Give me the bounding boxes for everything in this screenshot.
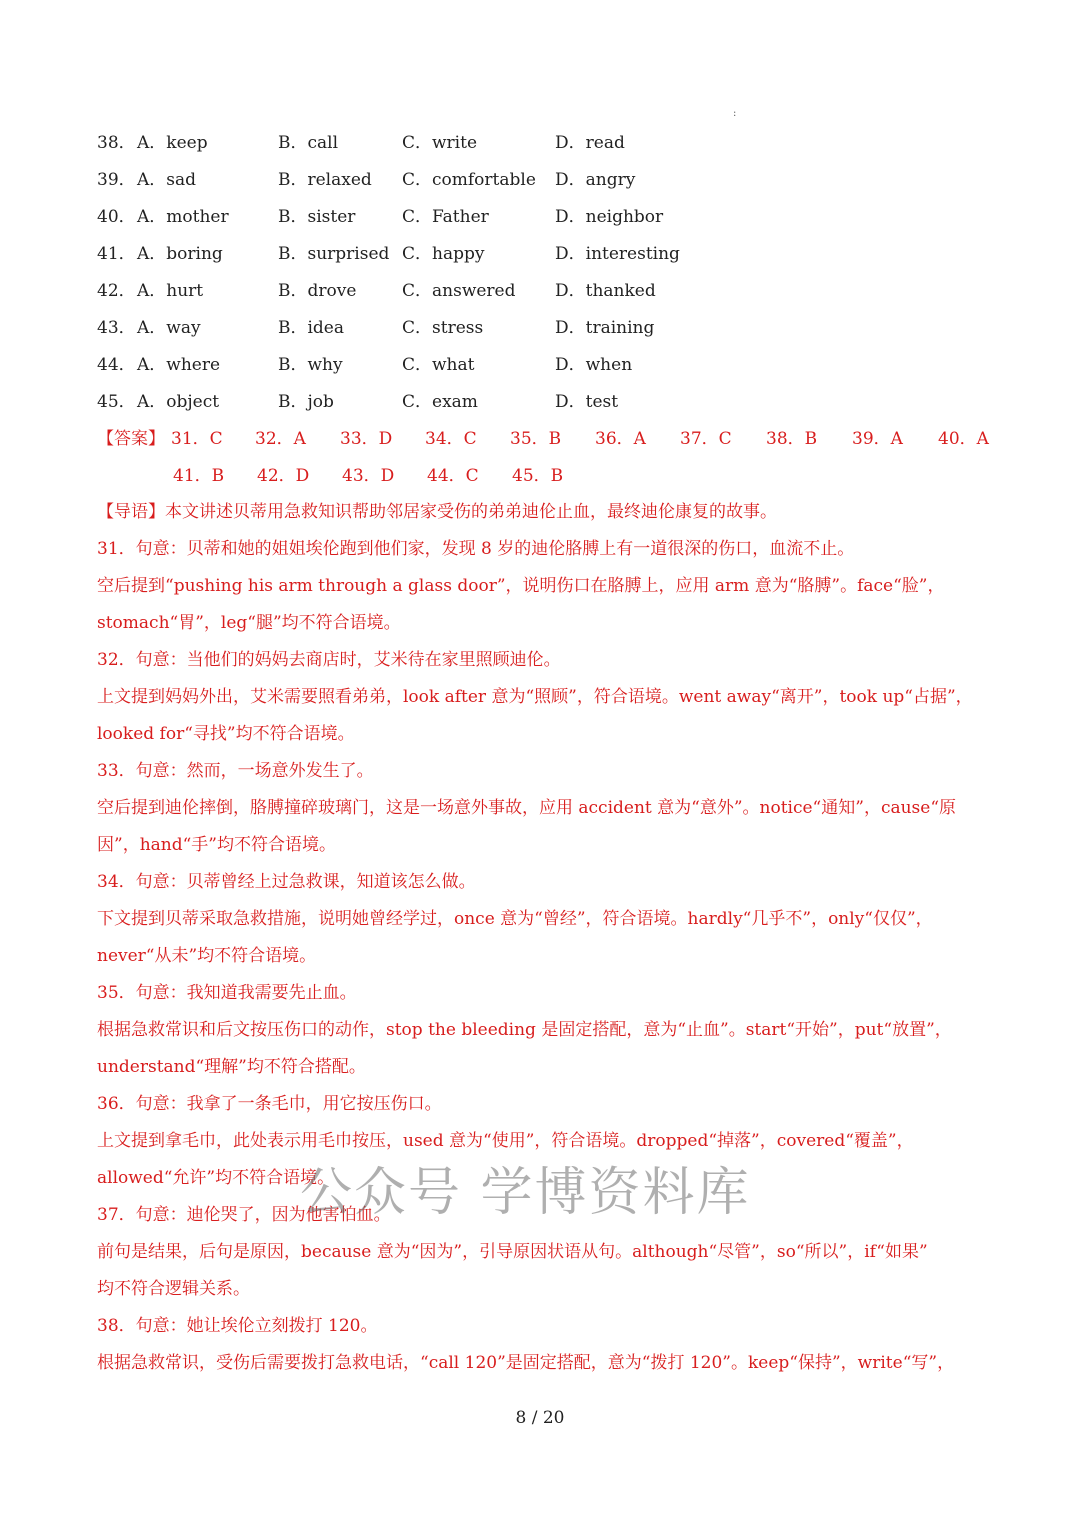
answer-key-row-2 — [97, 461, 987, 491]
option-a: A．way — [137, 318, 201, 338]
explanation-line: 因”，hand“手”均不符合语境。 — [97, 835, 336, 855]
question-number: 43． — [97, 318, 136, 338]
option-b: B．surprised — [278, 244, 390, 264]
option-c: C．exam — [402, 392, 478, 412]
option-d: D．test — [555, 392, 619, 412]
explanation-line: 上文提到妈妈外出，艾米需要照看弟弟，look after 意为“照顾”，符合语境。went away“离开”，took up“占据”， — [97, 687, 973, 707]
option-d: D．thanked — [555, 281, 656, 301]
answer-item: 39．A — [852, 429, 903, 449]
option-c: C．Father — [402, 207, 489, 227]
explanation-line: 根据急救常识，受伤后需要拨打急救电话，“call 120”是固定搭配，意为“拨打 120”。keep“保持”，write“写”， — [97, 1353, 955, 1373]
option-d: D．angry — [555, 170, 636, 190]
option-b: B．job — [278, 392, 334, 412]
question-number: 42． — [97, 281, 136, 301]
answer-item: 32．A — [255, 429, 306, 449]
answer-item: 40．A — [938, 429, 989, 449]
explanation-line: 前句是结果，后句是原因，because 意为“因为”，引导原因状语从句。although“尽管”，so“所以”，if“如果” — [97, 1242, 928, 1262]
answer-key-row-1 — [97, 424, 987, 454]
explanation-line: 空后提到迪伦摔倒，胳膊撞碎玻璃门，这是一场意外事故，应用 accident 意为“意外”。notice“通知”，cause“原 — [97, 798, 957, 818]
answer-item: 42．D — [257, 466, 310, 486]
explanation-line: 38．句意：她让埃伦立刻拨打 120。 — [97, 1316, 378, 1336]
explanation-line: never“从未”均不符合语境。 — [97, 946, 317, 966]
option-a: A．keep — [137, 133, 208, 153]
option-b: B．idea — [278, 318, 345, 338]
question-number: 40． — [97, 207, 136, 227]
explanation-line: stomach“胃”，leg“腿”均不符合语境。 — [97, 613, 401, 633]
option-c: C．stress — [402, 318, 484, 338]
explanation-line: 根据急救常识和后文按压伤口的动作，stop the bleeding 是固定搭配，意为“止血”。start“开始”，put“放置”， — [97, 1020, 952, 1040]
option-d: D．when — [555, 355, 633, 375]
explanation-line: 37．句意：迪伦哭了，因为他害怕血。 — [97, 1205, 391, 1225]
option-c: C．comfortable — [402, 170, 536, 190]
question-number: 38． — [97, 133, 136, 153]
answer-item: 34．C — [425, 429, 477, 449]
explanation-line: understand“理解”均不符合搭配。 — [97, 1057, 366, 1077]
explanation-line: 31．句意：贝蒂和她的姐姐埃伦跑到他们家，发现 8 岁的迪伦胳膊上有一道很深的伤口，血流不止。 — [97, 539, 855, 559]
option-b: B．why — [278, 355, 343, 375]
explanation-line: allowed“允许”均不符合语境。 — [97, 1168, 335, 1188]
explanation-line: 均不符合逻辑关系。 — [97, 1279, 250, 1299]
option-d: D．training — [555, 318, 655, 338]
question-number: 44． — [97, 355, 136, 375]
option-b: B．sister — [278, 207, 356, 227]
option-a: A．sad — [137, 170, 197, 190]
option-c: C．what — [402, 355, 475, 375]
answer-item: 33．D — [340, 429, 393, 449]
explanation-line: 下文提到贝蒂采取急救措施，说明她曾经学过，once 意为“曾经”，符合语境。hardly“几乎不”，only“仅仅”， — [97, 909, 933, 929]
option-b: B．call — [278, 133, 339, 153]
explanation-line: 【导语】本文讲述贝蒂用急救知识帮助邻居家受伤的弟弟迪伦止血，最终迪伦康复的故事。 — [97, 502, 777, 522]
option-a: A．where — [137, 355, 221, 375]
question-number: 45． — [97, 392, 136, 412]
option-a: A．mother — [137, 207, 229, 227]
answer-item: 37．C — [680, 429, 732, 449]
corner-mark: : — [733, 108, 737, 119]
explanation-line: 空后提到“pushing his arm through a glass door”，说明伤口在胳膊上，应用 arm 意为“胳膊”。face“脸”， — [97, 576, 945, 596]
option-a: A．boring — [137, 244, 223, 264]
explanation-line: 36．句意：我拿了一条毛巾，用它按压伤口。 — [97, 1094, 442, 1114]
explanation-line: looked for“寻找”均不符合语境。 — [97, 724, 355, 744]
explanation-line: 34．句意：贝蒂曾经上过急救课，知道该怎么做。 — [97, 872, 476, 892]
option-d: D．neighbor — [555, 207, 664, 227]
answer-label: 【答案】 — [97, 429, 165, 449]
option-c: C．write — [402, 133, 478, 153]
answer-item: 35．B — [510, 429, 562, 449]
explanation-line: 33．句意：然而，一场意外发生了。 — [97, 761, 374, 781]
option-b: B．relaxed — [278, 170, 372, 190]
option-d: D．read — [555, 133, 625, 153]
explanation-block — [97, 494, 987, 1382]
option-b: B．drove — [278, 281, 357, 301]
explanation-line: 上文提到拿毛巾，此处表示用毛巾按压，used 意为“使用”，符合语境。dropped“掉落”，covered“覆盖”， — [97, 1131, 914, 1151]
question-number: 39． — [97, 170, 136, 190]
option-c: C．answered — [402, 281, 516, 301]
explanation-line: 35．句意：我知道我需要先止血。 — [97, 983, 357, 1003]
option-a: A．hurt — [137, 281, 204, 301]
answer-item: 44．C — [427, 466, 479, 486]
question-number: 41． — [97, 244, 136, 264]
option-d: D．interesting — [555, 244, 680, 264]
answer-item: 45．B — [512, 466, 564, 486]
option-a: A．object — [137, 392, 220, 412]
answer-item: 41．B — [173, 466, 225, 486]
answer-item: 36．A — [595, 429, 646, 449]
answer-item: 38．B — [766, 429, 818, 449]
watermark: 公众号 学博资料库 — [300, 1163, 751, 1223]
explanation-line: 32．句意：当他们的妈妈去商店时，艾米待在家里照顾迪伦。 — [97, 650, 561, 670]
page-number: 8 / 20 — [515, 1408, 565, 1428]
answer-item: 31．C — [171, 429, 223, 449]
option-c: C．happy — [402, 244, 485, 264]
answer-item: 43．D — [342, 466, 395, 486]
